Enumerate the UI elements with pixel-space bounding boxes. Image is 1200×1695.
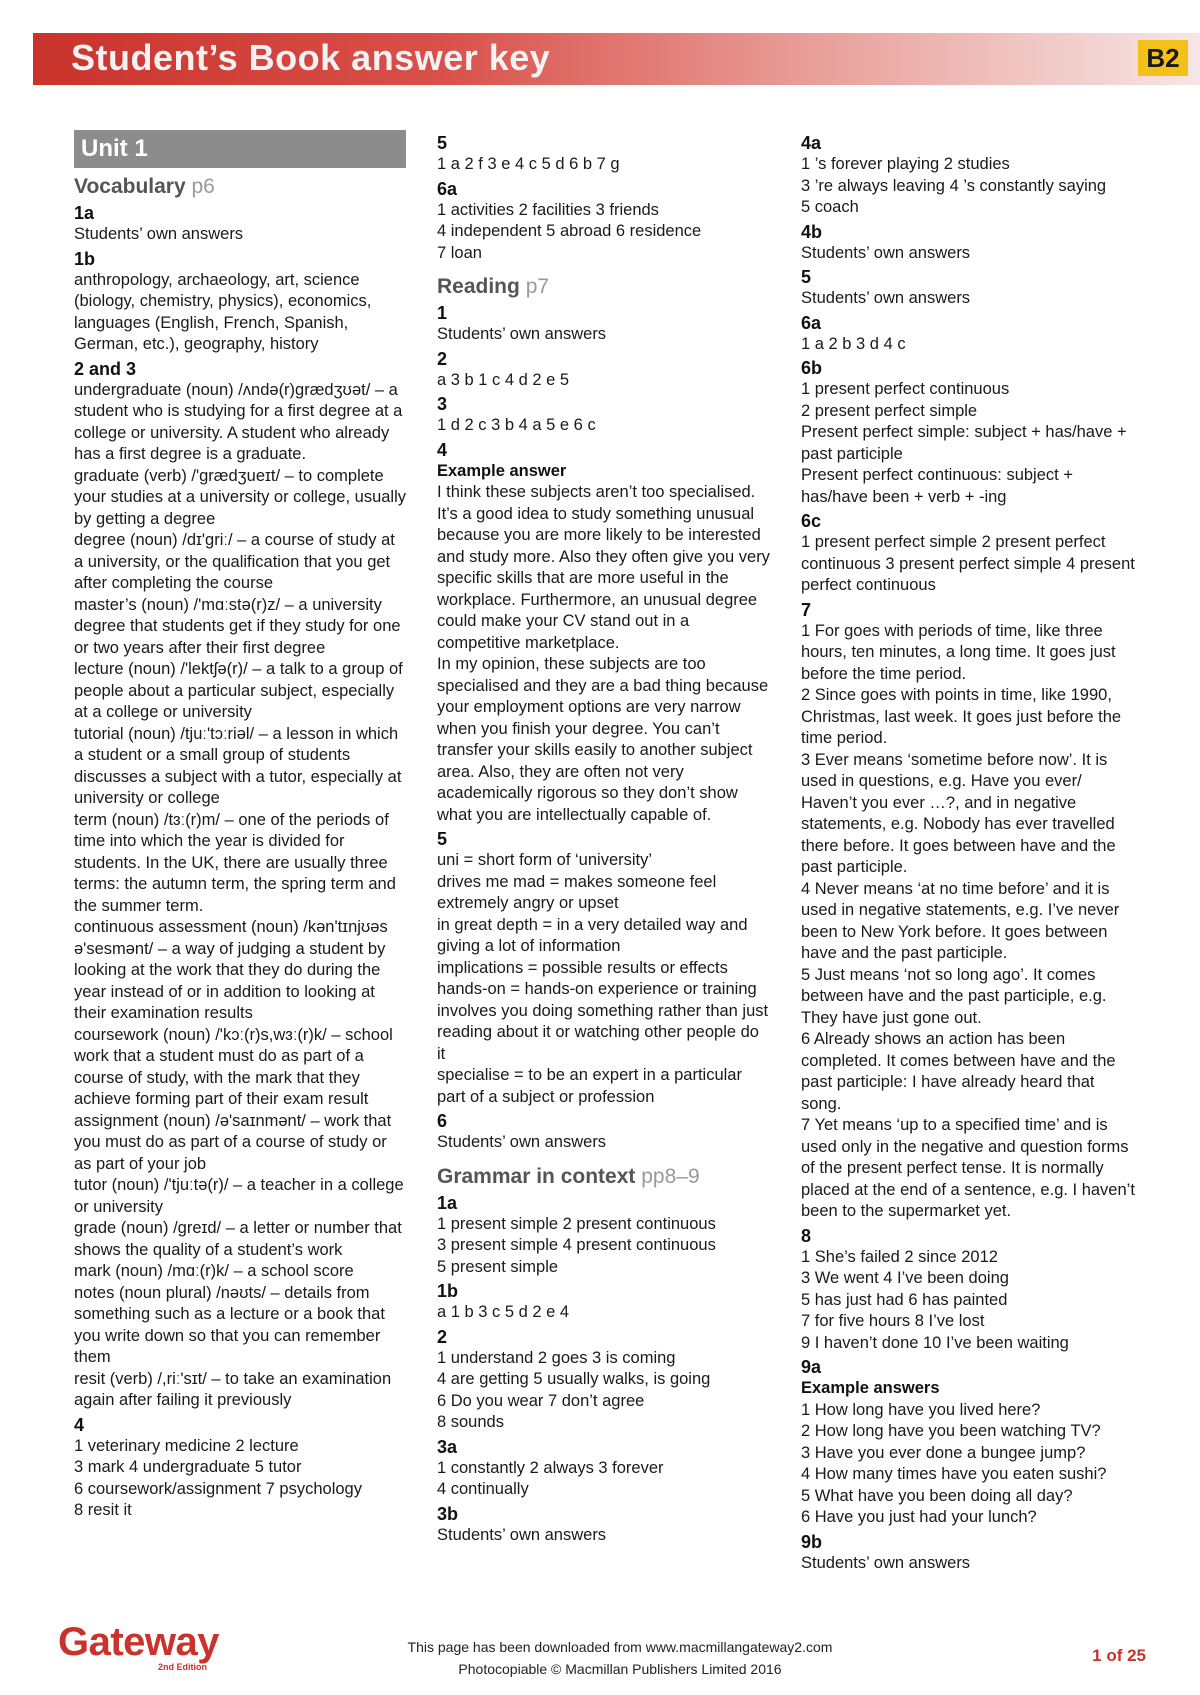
section-page: p7 [525,275,550,298]
definition: degree (noun) /dɪ'griː/ – a course of study at a university, or the qualification that you get after completing the course [74,531,395,592]
answer-text: 7 loan [437,243,482,262]
answer-text: 1 understand 2 goes 3 is coming [437,1348,676,1367]
answer-text: 3 ’re always leaving 4 ’s constantly saying [801,176,1107,195]
glossary-entry: in great depth = in a very detailed way and giving a lot of information [437,915,748,955]
page-title: Student’s Book answer key [71,37,551,78]
exercise-number: 5 [437,133,448,153]
answer-text: 1 constantly 2 always 3 forever [437,1458,664,1477]
gateway-logo: Gateway [58,1620,220,1664]
answer-text: 5 What have you been doing all day? [801,1486,1073,1505]
exercise-number: 4b [801,221,823,242]
section-heading-reading [437,274,771,300]
glossary-entry: drives me mad = makes someone feel extremely angry or upset [437,872,717,912]
definition: term (noun) /tɜː(r)m/ – one of the periods of time into which the year is divided for students. In the UK, there are usually three terms: the autumn term, the spring term and the summer term. [74,810,396,915]
explanation: 5 Just means ‘not so long ago’. It comes between have and the past participle, e.g. They have just gone out. [801,965,1107,1027]
exercise-number: 4a [801,133,822,153]
answer-text: 4 continually [437,1480,529,1498]
unit-heading: Unit 1 [74,130,406,168]
answer-text: anthropology, archaeology, art, science (biology, chemistry, physics), economics, languages (English, French, Spanish, German, etc.), geography, history [74,270,372,353]
explanation: 3 Ever means ‘sometime before now’. It is used in questions, e.g. Have you ever/ Haven’t you ever …?, and in negative statements, e.g. Nobody has ever travelled there before. It goes between have and the past participle. [801,750,1116,876]
explanation: 4 Never means ‘at no time before’ and it is used in negative statements, e.g. I’ve never been to New York before. It goes between have and the past participle. [801,879,1120,962]
exercise-number: 2 [437,1326,448,1347]
exercise-number: 5 [801,267,812,287]
section-heading-vocabulary [74,174,406,200]
answer-text: 5 has just had 6 has painted [801,1290,1008,1309]
answer-text: 3 We went 4 I’ve been doing [801,1269,1009,1287]
answer-text: Students’ own answers [801,289,971,307]
definition: lecture (noun) /'lektʃə(r)/ – a talk to a group of people about a particular subject, especially at a college or university [74,660,403,721]
answer-text: 1 present perfect simple 2 present perfect continuous 3 present perfect simple 4 present perfect continuous [801,533,1135,594]
answer-text: 7 for five hours 8 I’ve lost [801,1312,985,1330]
answer-text: 1 present simple 2 present continuous [437,1214,716,1233]
exercise-number: 9b [801,1531,823,1552]
answer-text: 8 resit it [74,1501,132,1519]
definition: tutor (noun) /'tjuːtə(r)/ – a teacher in a college or university [74,1176,404,1216]
answer-text: 4 are getting 5 usually walks, is going [437,1370,711,1388]
definition: grade (noun) /greɪd/ – a letter or number that shows the quality of a student’s work [74,1219,402,1259]
exercise-number: 6a [801,312,822,333]
definition: mark (noun) /mɑː(r)k/ – a school score [74,1262,354,1280]
answer-text: 4 independent 5 abroad 6 residence [437,222,702,240]
answer-text: 1 veterinary medicine 2 lecture [74,1436,299,1455]
answer-text: Students’ own answers [437,1525,607,1544]
answer-text: 3 Have you ever done a bungee jump? [801,1443,1086,1462]
exercise-number: 3a [437,1436,458,1457]
exercise-number: 6 [437,1111,448,1131]
column-2 [437,130,771,1546]
answer-text: 8 sounds [437,1413,504,1431]
exercise-number: 4 [74,1414,85,1435]
edition-label: 2nd Edition [158,1662,207,1672]
column-1 [74,130,406,1522]
answer-text: 2 present perfect simple [801,401,978,420]
answer-text: 1 She’s failed 2 since 2012 [801,1247,998,1266]
example-heading: Example answers [801,1379,940,1397]
definition: continuous assessment (noun) /kən'tɪnjʊəs ə'sesmənt/ – a way of judging a student by looking at the work that they do during the year instead of or in addition to looking at their examination results [74,918,388,1022]
answer-text: 3 mark 4 undergraduate 5 tutor [74,1458,302,1476]
exercise-number: 7 [801,599,812,620]
definition: master’s (noun) /'mɑːstə(r)z/ – a university degree that students get if they study for one or two years after their first degree [74,595,401,657]
example-heading: Example answer [437,461,567,480]
definition: graduate (verb) /'grædʒueɪt/ – to complete your studies at a university or college, usually by getting a degree [74,466,406,528]
section-title: Vocabulary [74,175,186,198]
level-badge: B2 [1138,40,1188,76]
exercise-number: 1b [437,1281,459,1301]
exercise-number: 4 [437,439,448,460]
definition: notes (noun plural) /nəʊts/ – details from something such as a lecture or a book that you write down so that you can remember them [74,1283,385,1366]
answer-text: 2 How long have you been watching TV? [801,1422,1101,1440]
answer-text: a 1 b 3 c 5 d 2 e 4 [437,1303,570,1321]
page-counter: 1 of 25 [1092,1646,1146,1665]
definition: coursework (noun) /'kɔː(r)s,wɜː(r)k/ – school work that a student must do as part of a course of study, with the mark that they achieve forming part of their exam result [74,1025,393,1108]
answer-text: 6 Have you just had your lunch? [801,1508,1037,1526]
section-title: Grammar in context [437,1164,636,1188]
download-link-text[interactable]: This page has been downloaded from www.macmillangateway2.com [407,1639,833,1655]
answer-text: Present perfect simple: subject + has/have + past participle [801,423,1127,463]
answer-text: 1 a 2 b 3 d 4 c [801,334,906,353]
answer-text: 1 present perfect continuous [801,380,1010,398]
exercise-number: 1a [74,203,95,223]
answer-text: 6 coursework/assignment 7 psychology [74,1479,362,1498]
answer-text: 1 ’s forever playing 2 studies [801,155,1010,173]
answer-text: Students’ own answers [74,225,244,243]
definition: assignment (noun) /ə'saɪnmənt/ – work that you must do as part of a course of study or as part of your job [74,1111,392,1173]
answer-text: Present perfect continuous: subject + has/have been + verb + -ing [801,466,1073,506]
section-heading-grammar [437,1164,771,1190]
answer-text: 1 How long have you lived here? [801,1400,1041,1419]
explanation: 1 For goes with periods of time, like three hours, ten minutes, a long time. It goes just before the time period. [801,621,1116,683]
header-banner [33,33,1200,85]
exercise-number: 1 [437,303,448,323]
exercise-number: 1b [74,248,96,269]
answer-text: Students’ own answers [801,1553,971,1572]
answer-text: Students’ own answers [437,325,607,343]
explanation: 7 Yet means ‘up to a specified time’ and is used only in the negative and question forms of the present perfect tense. It is normally placed at the end of a sentence, e.g. I haven’t been to the supermarket yet. [801,1116,1135,1220]
column-3 [801,130,1135,1574]
exercise-number: 2 [437,348,448,369]
answer-text: 5 present simple [437,1257,559,1276]
answer-text: I think these subjects aren’t too specialised. It’s a good idea to study something unusual because you are more likely to be interested and study more. Also they often give you very specific skills that are more useful in the workplace. Furthermore, an unusual degree could make your CV stand out in a competitive marketplace. [437,483,770,652]
exercise-number: 8 [801,1225,812,1246]
definition: undergraduate (noun) /ʌndə(r)grædʒʊət/ – a student who is studying for a first degree at a college or university. A student who already has a first degree is a graduate. [74,380,403,463]
definition: tutorial (noun) /tjuː'tɔːriəl/ – a lesson in which a student or a small group of students discusses a subject with a tutor, especially at university or college [74,724,402,807]
answer-text: 3 present simple 4 present continuous [437,1236,716,1254]
answer-text: 9 I haven’t done 10 I’ve been waiting [801,1333,1069,1352]
answer-text: 5 coach [801,198,859,216]
exercise-number: 6c [801,511,822,531]
section-page: pp8–9 [641,1164,700,1188]
answer-text: 4 How many times have you eaten sushi? [801,1465,1107,1483]
glossary-entry: specialise = to be an expert in a particular part of a subject or profession [437,1066,742,1106]
explanation: 2 Since goes with points in time, like 1990, Christmas, last week. It goes just before the time period. [801,686,1122,747]
glossary-entry: implications = possible results or effects [437,958,728,977]
answer-text: 1 a 2 f 3 e 4 c 5 d 6 b 7 g [437,155,620,173]
answer-text: Students’ own answers [801,243,971,262]
exercise-number: 5 [437,829,448,849]
glossary-entry: hands-on = hands-on experience or training involves you doing something rather than just reading about it or watching other people do it [437,980,769,1063]
exercise-number: 3b [437,1503,459,1524]
exercise-number: 1a [437,1192,458,1213]
section-page: p6 [191,175,215,198]
answer-text: In my opinion, these subjects are too specialised and they are a bad thing because your employment options are very narrow when you finish your degree. You can’t transfer your skills easily to another subject area. Also, they are often not very academically rigorous so they don’t show what you are intellectually capable of. [437,655,769,824]
answer-text: 1 activities 2 facilities 3 friends [437,200,659,219]
answer-text: 6 Do you wear 7 don’t agree [437,1391,645,1410]
explanation: 6 Already shows an action has been completed. It comes between have and the past participle: I have already heard that song. [801,1030,1116,1113]
glossary-entry: uni = short form of ‘university’ [437,851,653,869]
section-title: Reading [437,275,520,298]
exercise-number: 9a [801,1357,822,1377]
exercise-number: 6b [801,358,823,378]
answer-text: 1 d 2 c 3 b 4 a 5 e 6 c [437,416,596,434]
exercise-number: 6a [437,178,458,199]
copyright-text: Photocopiable © Macmillan Publishers Limited 2016 [458,1661,782,1677]
definition: resit (verb) /,riː'sɪt/ – to take an examination again after failing it previously [74,1369,392,1409]
answer-text: a 3 b 1 c 4 d 2 e 5 [437,370,570,389]
answer-text: Students’ own answers [437,1133,607,1151]
exercise-number: 2 and 3 [74,358,137,379]
exercise-number: 3 [437,394,448,414]
footer-note [360,1636,880,1680]
